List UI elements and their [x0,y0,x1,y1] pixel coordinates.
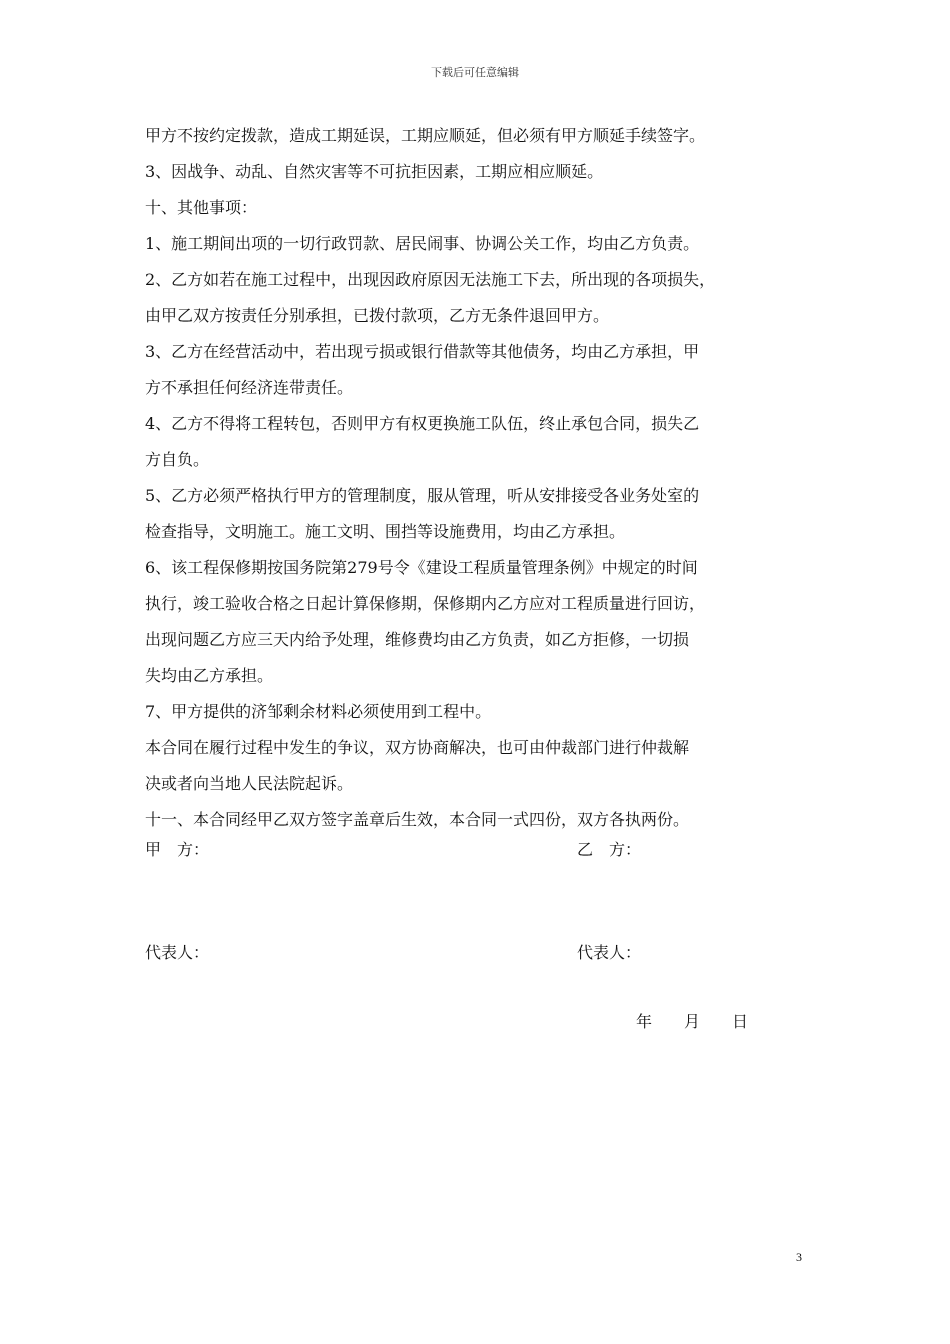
text-line: 由甲乙双方按责任分别承担，已拨付款项，乙方无条件退回甲方。 [145,306,610,325]
text-line: 3、因战争、动乱、自然灾害等不可抗拒因素，工期应相应顺延。 [145,162,604,181]
text-line: 出现问题乙方应三天内给予处理，维修费均由乙方负责，如乙方拒修，一切损 [145,630,690,649]
text-line: 甲方不按约定拨款，造成工期延误，工期应顺延，但必须有甲方顺延手续签字。 [145,126,706,145]
representative-b-label: 代表人： [577,943,642,962]
page-number: 3 [796,1250,802,1264]
text-line: 检查指导，文明施工。施工文明、围挡等设施费用，均由乙方承担。 [145,522,626,541]
date-line: 年 月 日 [636,1012,749,1031]
text-line: 4、乙方不得将工程转包，否则甲方有权更换施工队伍，终止承包合同，损失乙 [145,414,700,433]
text-line: 决或者向当地人民法院起诉。 [145,774,354,793]
representative-a-label: 代表人： [145,943,210,962]
text-line: 2、乙方如若在施工过程中，出现因政府原因无法施工下去，所出现的各项损失， [145,270,716,289]
text-line: 7、甲方提供的济邹剩余材料必须使用到工程中。 [145,702,492,721]
text-line: 执行，竣工验收合格之日起计算保修期，保修期内乙方应对工程质量进行回访， [145,594,706,613]
text-line: 5、乙方必须严格执行甲方的管理制度，服从管理，听从安排接受各业务处室的 [145,486,700,505]
page-header: 下载后可任意编辑 [431,66,519,79]
text-line: 6、该工程保修期按国务院第279号令《建设工程质量管理条例》中规定的时间 [145,558,698,577]
text-line: 方自负。 [145,450,210,469]
text-line: 十一、本合同经甲乙双方签字盖章后生效，本合同一式四份，双方各执两份。 [145,810,690,829]
text-line: 本合同在履行过程中发生的争议，双方协商解决，也可由仲裁部门进行仲裁解 [145,738,690,757]
party-a-label: 甲 方： [145,840,210,859]
text-line: 1、施工期间出项的一切行政罚款、居民闹事、协调公关工作，均由乙方负责。 [145,234,700,253]
text-line: 失均由乙方承担。 [145,666,274,685]
text-line: 方不承担任何经济连带责任。 [145,378,354,397]
party-b-label: 乙 方： [577,840,642,859]
text-line: 3、乙方在经营活动中，若出现亏损或银行借款等其他债务，均由乙方承担，甲 [145,342,700,361]
section-heading: 十、其他事项： [145,198,258,217]
